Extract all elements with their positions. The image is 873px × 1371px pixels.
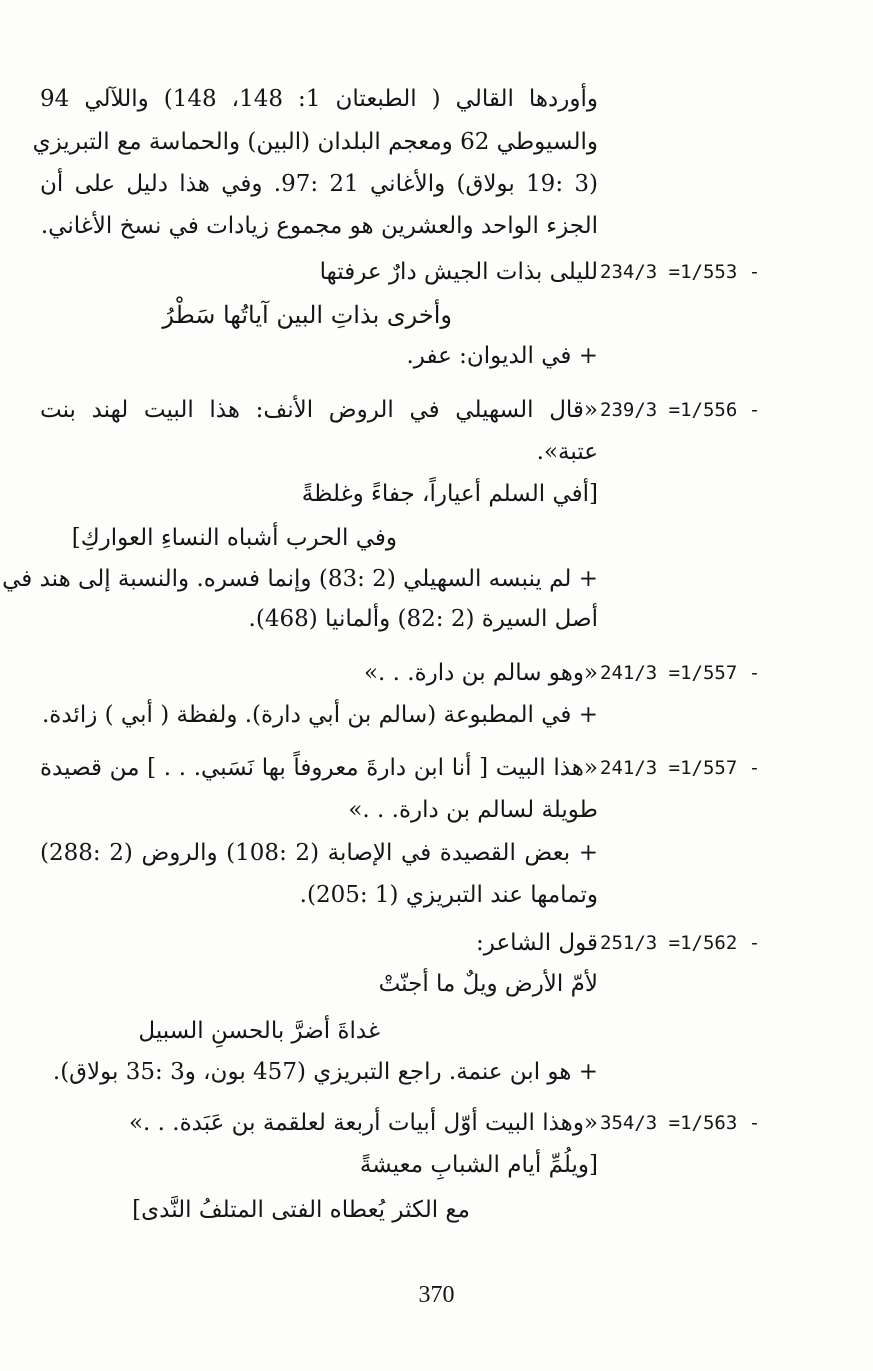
text-line: «قال السهيلي في الروض الأنف: هذا البيت لهند بنت (40, 397, 598, 423)
entry-reference: 251/3 =1/562 - (600, 932, 761, 954)
text-line: طويلة لسالم بن دارة. . .» (348, 797, 598, 823)
text-line: «وهذا البيت أوّل أبيات أربعة لعلقمة بن عَبَدة. . .» (128, 1110, 598, 1136)
entry-reference: 354/3 =1/563 - (600, 1112, 761, 1134)
text-line: + في المطبوعة (سالم بن أبي دارة). ولفظة ( أبي ) زائدة. (42, 702, 598, 728)
entry-reference: 239/3 =1/556 - (600, 399, 761, 421)
text-line: وأوردها القالي ( الطبعتان 1: 148، 148) واللآلي 94 (40, 86, 599, 112)
verse-line: [أفي السلم أعياراً، جفاءً وغلظةً (301, 481, 598, 507)
entry-reference: 241/3 =1/557 - (600, 662, 761, 684)
entry-reference: 234/3 =1/553 - (600, 261, 761, 283)
text-line: وتمامها عند التبريزي (1 :205). (299, 882, 598, 908)
page-number: 370 (418, 1282, 455, 1308)
verse-line: [ويلُمِّ أيام الشبابِ معيشةً (359, 1152, 598, 1178)
text-line: والسيوطي 62 ومعجم البلدان (البين) والحماسة مع التبريزي (32, 129, 598, 155)
text-line: + لم ينبسه السهيلي (2 :83) وإنما فسره. والنسبة إلى هند في (2, 566, 598, 592)
text-line: (3 :19 بولاق) والأغاني 21 :97. وفي هذا دليل على أن (40, 171, 599, 197)
verse-line: وأخرى بذاتِ البين آياتُها سَطْرُ (162, 301, 452, 329)
verse-line: لليلى بذات الجيش دارٌ عرفتها (319, 259, 598, 285)
verse-line: غداةَ أضرَّ بالحسنِ السبيل (138, 1018, 380, 1044)
text-line: + بعض القصيدة في الإصابة (2 :108) والروض (2 :288) (40, 840, 598, 866)
text-line: الجزء الواحد والعشرين هو مجموع زيادات في نسخ الأغاني. (40, 213, 598, 239)
text-line: + في الديوان: عفر. (406, 343, 598, 369)
entry-reference: 241/3 =1/557 - (600, 757, 761, 779)
text-line: + هو ابن عنمة. راجع التبريزي (457 بون، و3 :35 بولاق). (52, 1059, 598, 1085)
text-line: عتبة». (536, 439, 598, 465)
text-line: أصل السيرة (2 :82) وألمانيا (468). (248, 606, 598, 632)
verse-line: مع الكثر يُعطاه الفتى المتلفُ النَّدى] (132, 1197, 470, 1223)
text-line: «هذا البيت [ أنا ابن دارةَ معروفاً بها نَسَبي. . . ] من قصيدة (40, 755, 598, 781)
verse-line: وفي الحرب أشباه النساءِ العواركِ] (71, 525, 397, 551)
text-line: قول الشاعر: (476, 930, 598, 956)
verse-line: لأمّ الأرض ويلٌ ما أجنّتْ (378, 971, 598, 997)
text-line: «وهو سالم بن دارة. . .» (363, 660, 598, 686)
